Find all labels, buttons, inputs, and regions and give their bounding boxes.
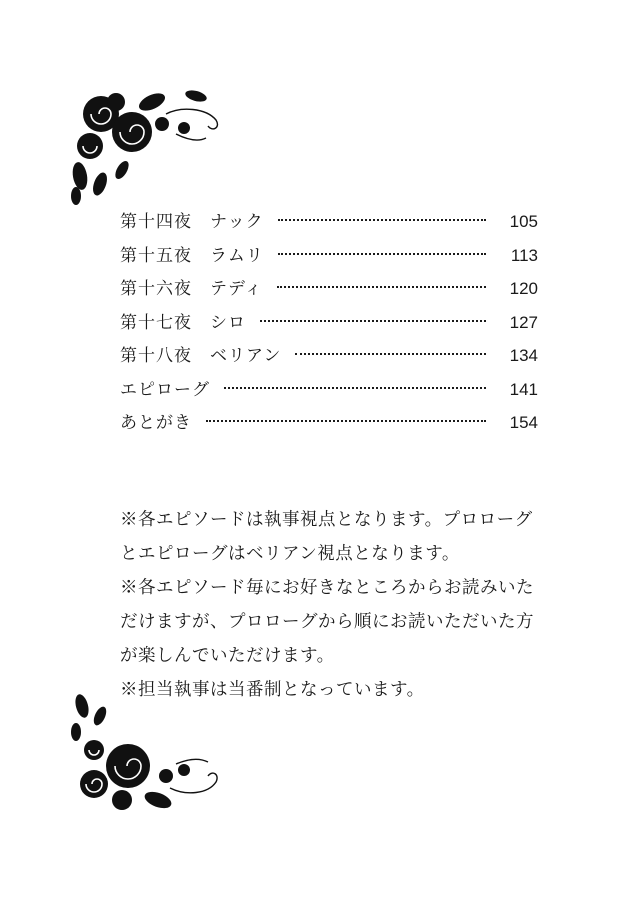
rose-ornament-top-icon [66, 84, 226, 208]
note-line: だけますが、プロローグから順にお読いただいた方 [120, 612, 534, 632]
toc-entry-title: テディ [210, 279, 263, 299]
toc-leader-dots [206, 420, 486, 422]
note-line: が楽しんでいただけます。 [120, 646, 335, 666]
toc-entry-label: 第十六夜 [120, 279, 192, 299]
toc-entry-title: ラムリ [210, 245, 264, 266]
note-line: ※各エピソード毎にお好きなところからお読みいた [120, 578, 534, 598]
toc-entry-page: 120 [509, 279, 538, 298]
toc-entry-label: 第十四夜 [120, 212, 192, 232]
toc-leader-dots [224, 387, 486, 389]
toc-entry-page: 154 [509, 413, 538, 432]
toc-entry-14[interactable] [120, 205, 538, 239]
toc-entry-18[interactable] [120, 339, 538, 373]
note-line: ※担当執事は当番制となっています。 [120, 680, 425, 700]
toc-entry-label: 第十八夜 [120, 346, 192, 366]
toc-entry-page: 105 [509, 212, 538, 231]
note-line: とエピローグはベリアン視点となります。 [120, 544, 460, 564]
toc-entry-title: ベリアン [210, 346, 282, 366]
notes-block [120, 503, 550, 707]
toc-entry-page: 127 [509, 312, 538, 332]
toc-entry-page: 141 [509, 379, 538, 399]
toc-entry-title: シロ [210, 312, 246, 333]
toc-entry-title: ナック [210, 212, 264, 232]
toc-entry-16[interactable] [120, 272, 538, 306]
note-line: ※各エピソードは執事視点となります。プロローグ [120, 510, 533, 530]
toc-entry-label: 第十五夜 [120, 245, 192, 266]
toc-leader-dots [278, 219, 486, 221]
toc-leader-dots [278, 253, 486, 255]
toc-leader-dots [260, 320, 486, 322]
toc-entry-page: 134 [509, 346, 538, 365]
toc-entry-label: エピローグ [120, 379, 210, 400]
toc-entry-page: 113 [510, 245, 538, 265]
toc-entry-17[interactable] [120, 306, 538, 340]
rose-ornament-bottom-icon [66, 692, 226, 816]
toc-leader-dots [295, 353, 486, 355]
toc-entry-label: 第十七夜 [120, 312, 192, 333]
toc-entry-epilogue[interactable] [120, 373, 538, 407]
toc-leader-dots [277, 286, 486, 288]
toc-entry-label: あとがき [120, 413, 192, 433]
toc-entry-15[interactable] [120, 239, 538, 273]
table-of-contents [120, 205, 538, 440]
toc-entry-afterword[interactable] [120, 406, 538, 440]
